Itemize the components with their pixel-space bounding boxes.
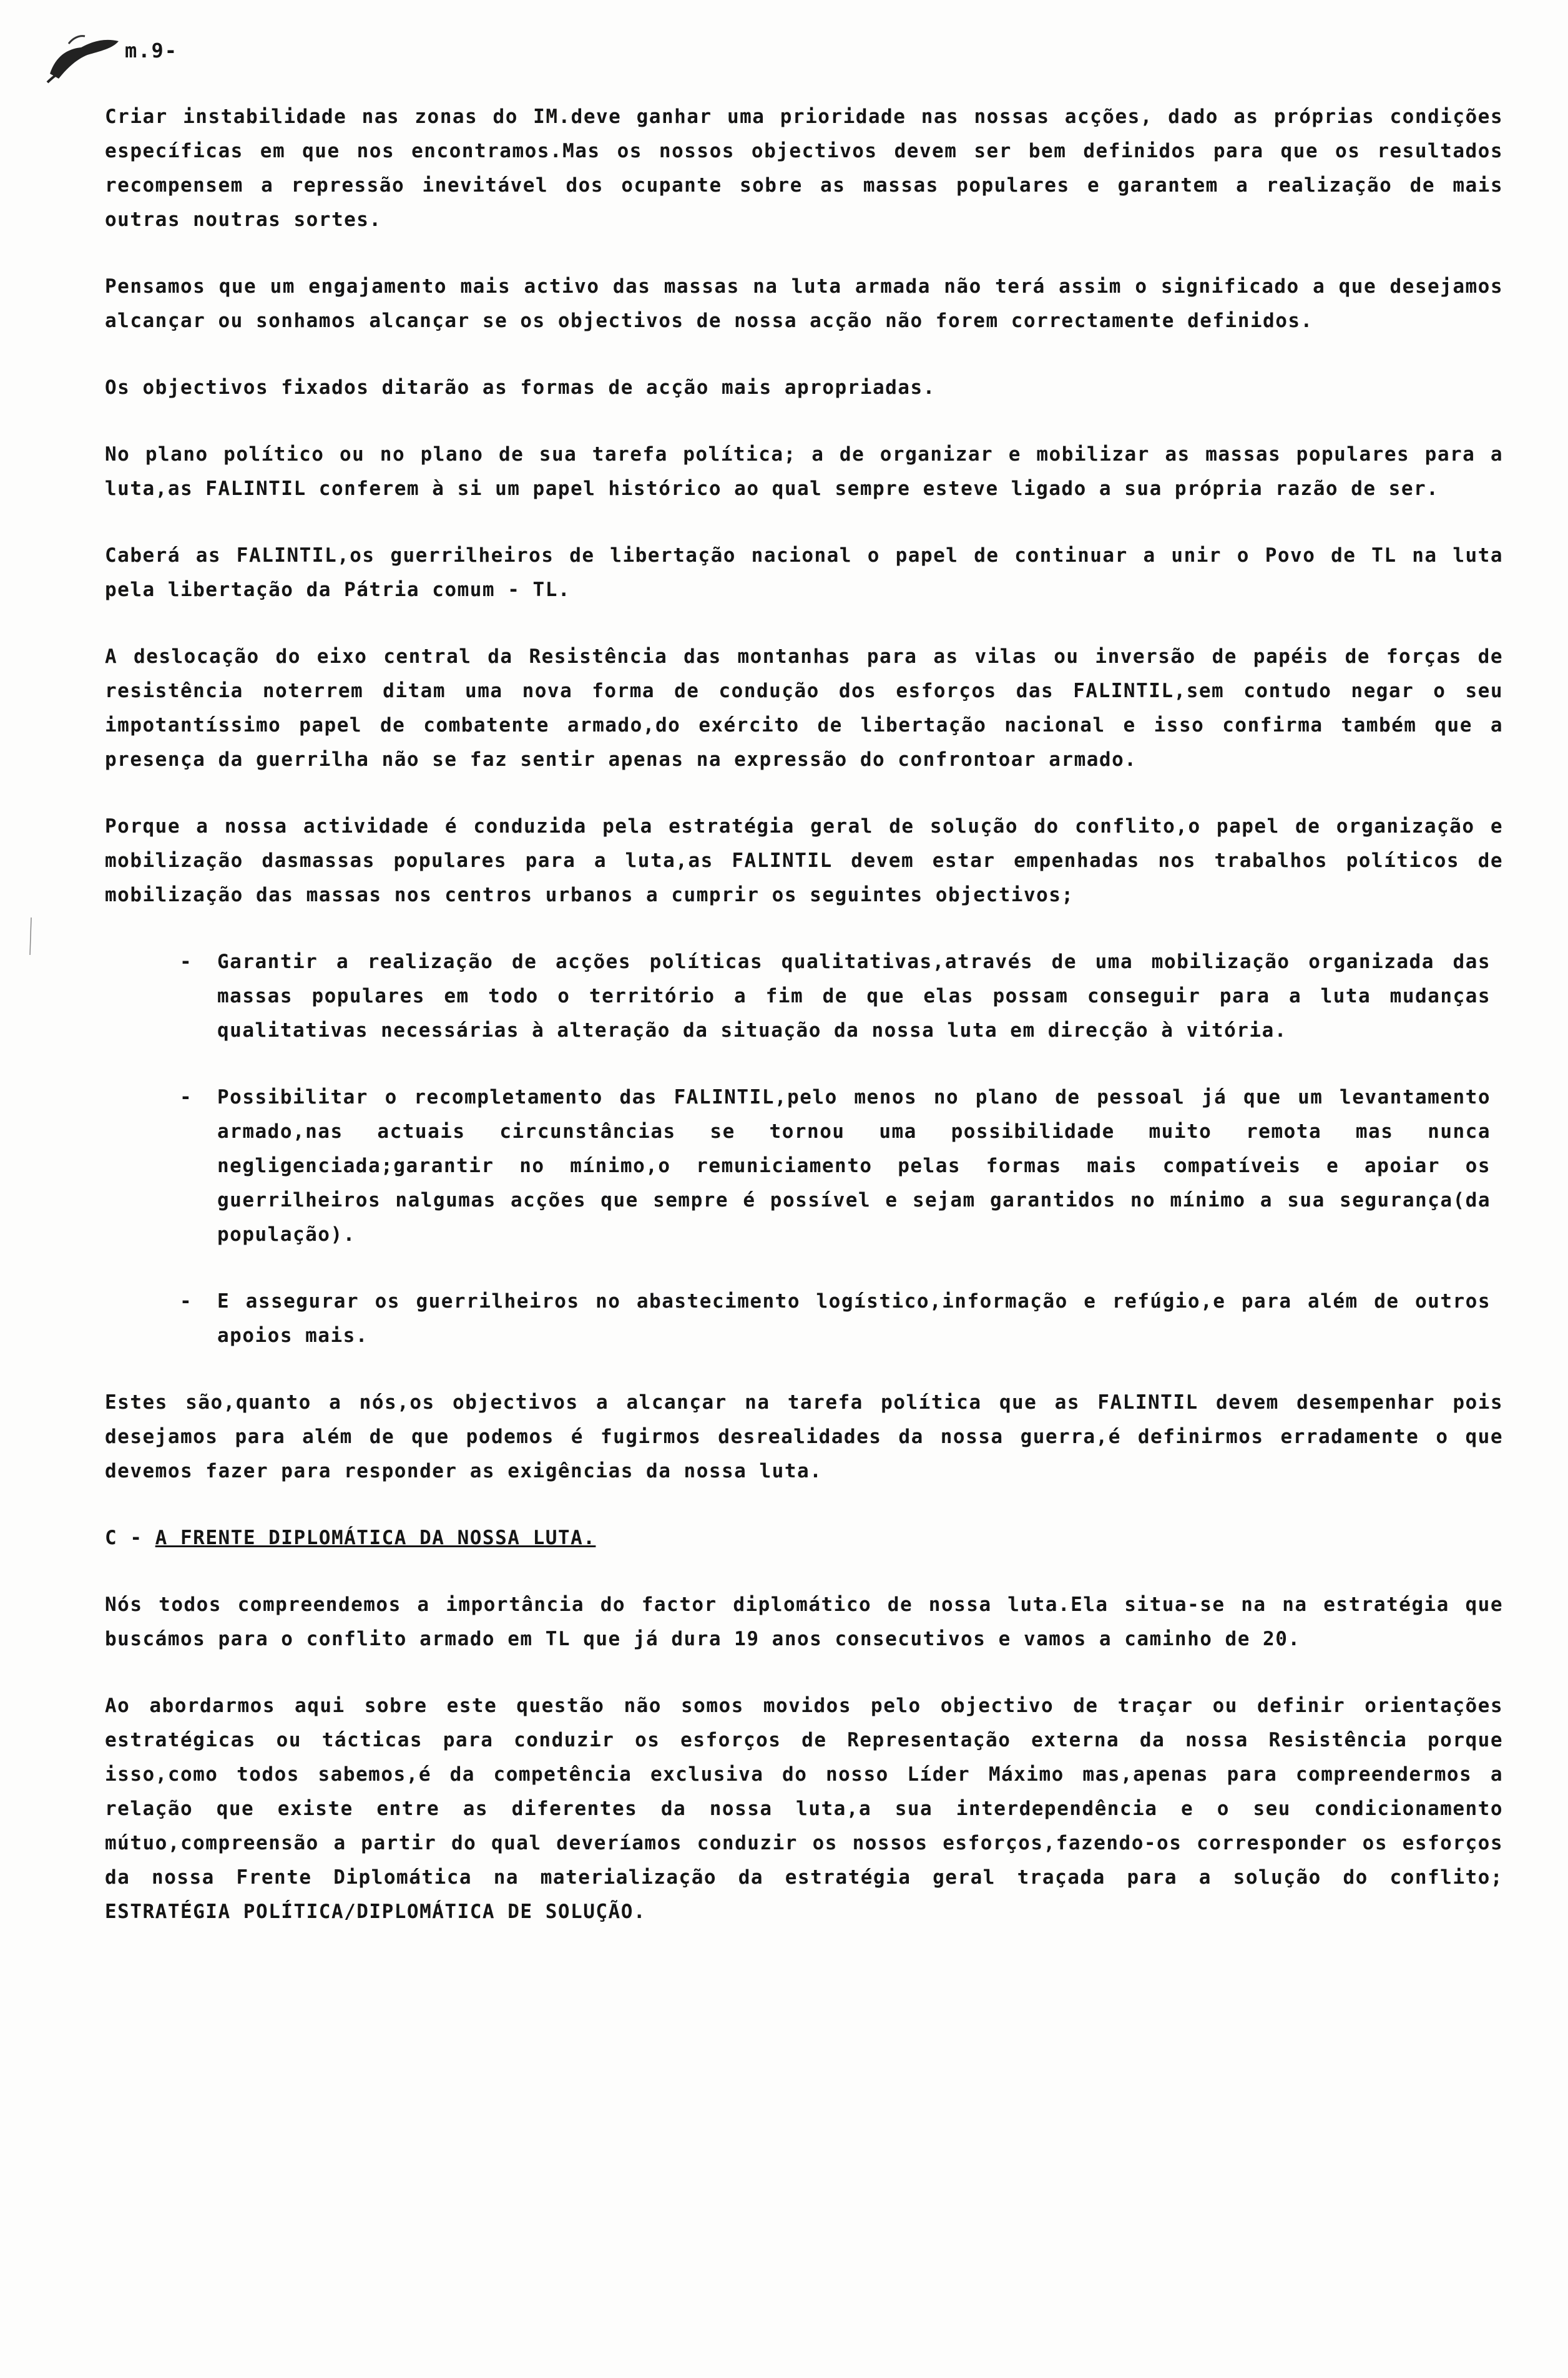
margin-pencil-mark [29, 917, 34, 955]
paragraph-political-plan: No plano político ou no plano de sua tarefa política; a de organizar e mobilizar as massas populares para a luta,as FALINTIL conferem à si um papel histórico ao qual sempre esteve ligado a sua própria razão de ser. [105, 443, 1503, 500]
objectives-list [180, 945, 1491, 1353]
list-dash: - [180, 1086, 193, 1108]
paragraph-falintil-role: Caberá as FALINTIL,os guerrilheiros de libertação nacional o papel de continuar a unir o Povo de TL na luta pela libertação da Pátria comum - TL. [105, 544, 1503, 601]
paragraph-conclusion: Estes são,quanto a nós,os objectivos a alcançar na tarefa política que as FALINTIL devem desempenhar pois desejamos para além de que podemos é fugirmos desrealidades da nossa guerra,é definirmos erradamente o que devemos fazer para responder as exigências da nossa luta. [105, 1391, 1503, 1482]
paragraph-diplomatic-approach: Ao abordarmos aqui sobre este questão não somos movidos pelo objectivo de traçar ou definir orientações estratégicas ou tácticas para conduzir os esforços de Representação externa da nossa Resistência porque isso,como todos sabemos,é da competência exclusiva do nosso Líder Máximo mas,apenas para compreendermos a relação que existe entre as diferentes da nossa luta,a sua interdependência e o seu condicionamento mútuo,compreensão a partir do qual deveríamos conduzir os nossos esforços,fazendo-os corresponder os esforços da nossa Frente Diplomática na materialização da estratégia geral traçada para a solução do conflito; ESTRATÉGIA POLÍTICA/DIPLOMÁTICA DE SOLUÇÃO. [105, 1695, 1503, 1923]
objective-text: E assegurar os guerrilheiros no abastecimento logístico,informação e refúgio,e para além de outros apoios mais. [217, 1290, 1491, 1347]
objective-text: Garantir a realização de acções políticas qualitativas,através de uma mobilização organizada das massas populares em todo o território a fim de que elas possam conseguir para a luta mudanças qualitativas necessárias à alteração da situação da nossa luta em direcção à vitória. [217, 951, 1491, 1042]
paragraph-strategy-objectives: Porque a nossa actividade é conduzida pela estratégia geral de solução do conflito,o papel de organização e mobilização dasmassas populares para a luta,as FALINTIL devem estar empenhadas nos trabalhos políticos de mobilização das massas nos centros urbanos a cumprir os seguintes objectivos; [105, 815, 1503, 906]
paragraph-diplomatic-importance: Nós todos compreendemos a importância do factor diplomático de nossa luta.Ela situa-se na na estratégia que buscámos para o conflito armado em TL que já dura 19 anos consecutivos e vamos a caminho de 20. [105, 1593, 1503, 1650]
paragraph-axis-shift: A deslocação do eixo central da Resistência das montanhas para as vilas ou inversão de papéis de forças de resistência noterrem ditam uma nova forma de condução dos esforços das FALINTIL,sem contudo negar o seu impotantíssimo papel de combatente armado,do exército de libertação nacional e isso confirma também que a presença da guerrilha não se faz sentir apenas na expressão do confrontoar armado. [105, 645, 1503, 771]
objective-text: Possibilitar o recompletamento das FALINTIL,pelo menos no plano de pessoal já que um levantamento armado,nas actuais circunstâncias se tornou uma possibilidade muito remota mas nunca negligenciada;garantir no mínimo,o remuniciamento pelas formas mais compatíveis e apoiar os guerrilheiros nalgumas acções que sempre é possível e sejam garantidos no mínimo a sua segurança(da população). [217, 1086, 1491, 1246]
objective-item [180, 1080, 1491, 1252]
paragraph-objectives-dictate: Os objectivos fixados ditarão as formas de acção mais apropriadas. [105, 376, 936, 399]
list-dash: - [180, 951, 193, 973]
ink-smudge-mark [44, 30, 125, 86]
section-title: A FRENTE DIPLOMÁTICA DA NOSSA LUTA. [155, 1527, 596, 1549]
objective-item [180, 1284, 1491, 1353]
document-body [105, 100, 1503, 1929]
page-number: m.9- [125, 39, 179, 62]
section-heading [105, 1521, 1503, 1555]
paragraph-instability: Criar instabilidade nas zonas do IM.deve ganhar uma prioridade nas nossas acções, dado as próprias condições específicas em que nos encontramos.Mas os nossos objectivos devem ser bem definidos para que os resultados recompensem a repressão inevitável dos ocupante sobre as massas populares e garantem a realização de mais outras noutras sortes. [105, 105, 1503, 231]
paragraph-mass-engagement: Pensamos que um engajamento mais activo das massas na luta armada não terá assim o significado a que desejamos alcançar ou sonhamos alcançar se os objectivos de nossa acção não forem correctamente definidos. [105, 275, 1503, 332]
section-letter: C - [105, 1527, 143, 1549]
objective-item [180, 945, 1491, 1048]
list-dash: - [180, 1290, 193, 1313]
